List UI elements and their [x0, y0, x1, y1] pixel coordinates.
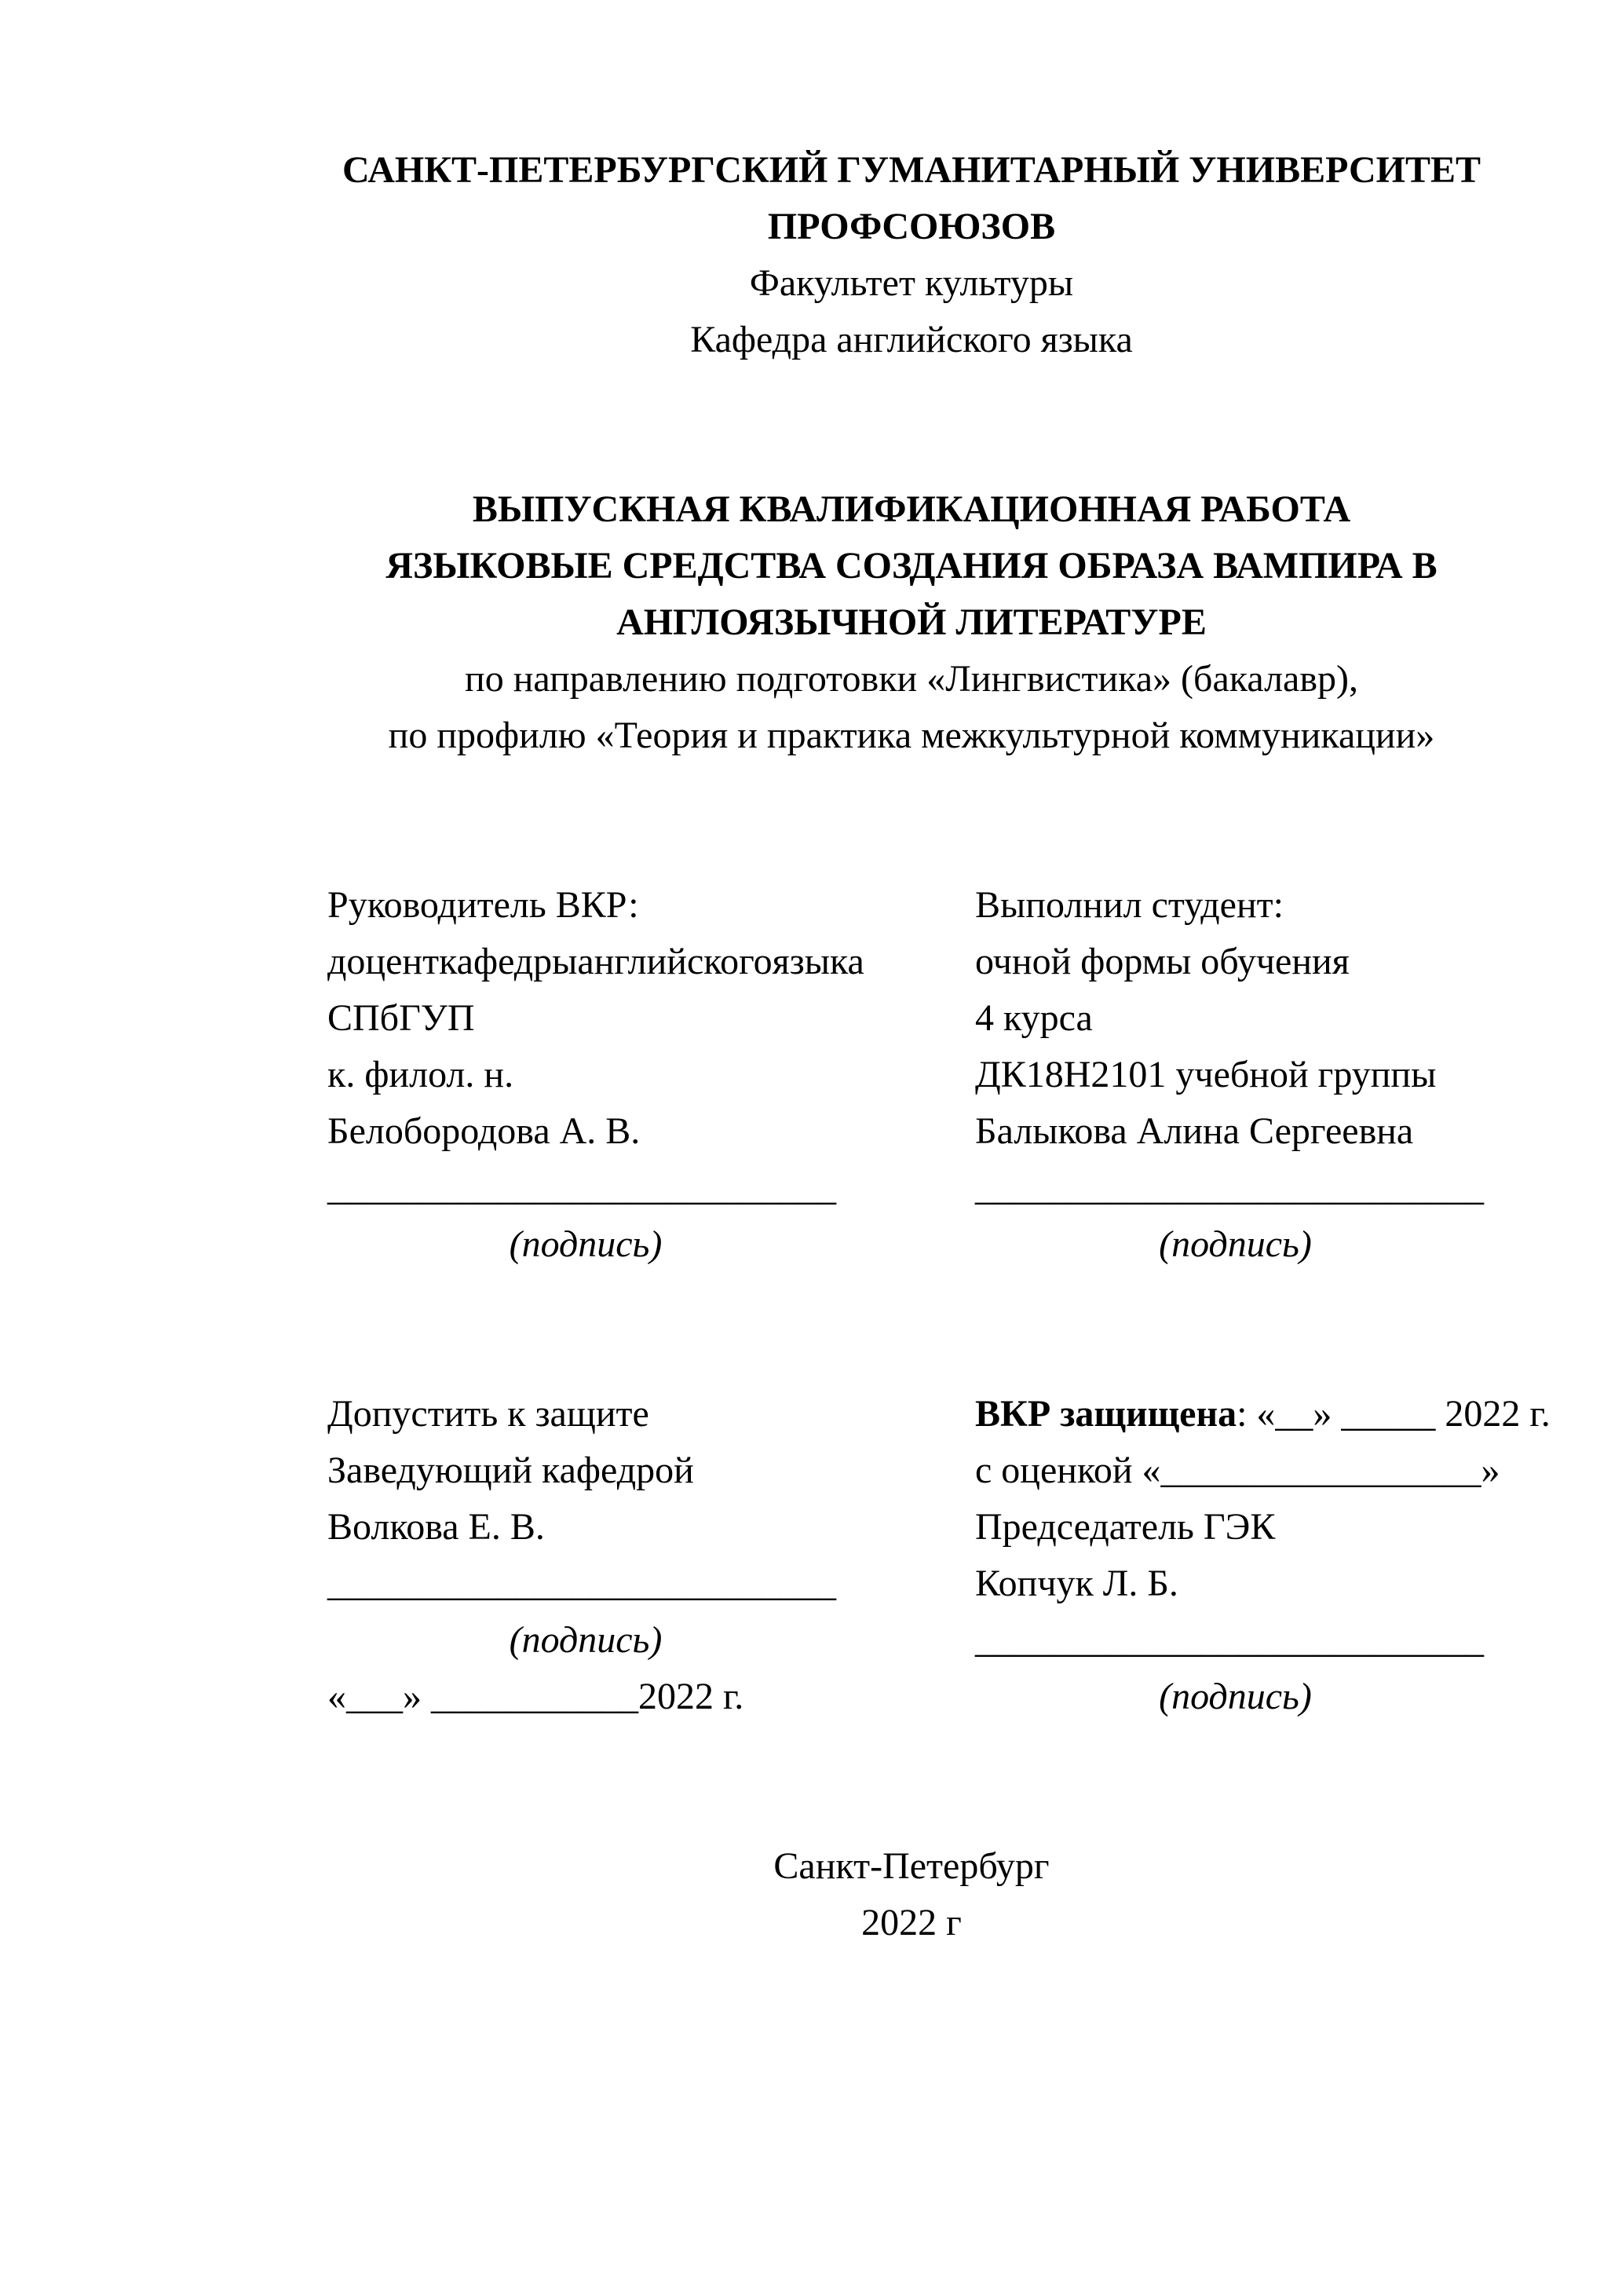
- defense-defended-line: [975, 1386, 1551, 1442]
- admission-date-line: «___» ___________2022 г.: [327, 1676, 744, 1717]
- admission-column: [327, 1386, 844, 1725]
- supervisor-role: Руководитель ВКР:: [327, 884, 639, 926]
- supervisor-column: [327, 877, 864, 1273]
- supervisor-student-section: [327, 877, 1496, 1273]
- profile-line: по профилю «Теория и практика межкультурной коммуникации»: [388, 715, 1435, 756]
- defense-chairman-title: Председатель ГЭК: [975, 1506, 1276, 1548]
- defense-signature-label: (подпись): [1159, 1676, 1312, 1717]
- thesis-title-line2: АНГЛОЯЗЫЧНОЙ ЛИТЕРАТУРЕ: [616, 601, 1207, 643]
- supervisor-organization: СПбГУП: [327, 997, 475, 1039]
- university-name-line1: САНКТ-ПЕТЕРБУРГСКИЙ ГУМАНИТАРНЫЙ УНИВЕРСИТЕТ: [342, 149, 1481, 191]
- program-line: по направлению подготовки «Лингвистика» (бакалавр),: [465, 658, 1358, 700]
- spacer: [327, 368, 1496, 481]
- student-study-form: очной формы обучения: [975, 941, 1350, 982]
- admission-signature-line: ___________________________: [327, 1563, 836, 1604]
- admission-defense-section: [327, 1386, 1551, 1725]
- defense-defended-bold: ВКР защищена: [975, 1393, 1237, 1435]
- student-course: 4 курса: [975, 997, 1093, 1039]
- spacer: [327, 1273, 1496, 1386]
- student-column: [975, 877, 1496, 1273]
- student-role: Выполнил студент:: [975, 884, 1284, 926]
- supervisor-signature-label: (подпись): [509, 1223, 663, 1265]
- spacer: [327, 764, 1496, 877]
- student-signature-line: ___________________________: [975, 1167, 1484, 1208]
- column-gap: [844, 1386, 975, 1725]
- faculty-name: Факультет культуры: [749, 262, 1074, 304]
- department-name: Кафедра английского языка: [690, 319, 1133, 360]
- defense-column: [975, 1386, 1551, 1725]
- supervisor-position: доцент кафедры английского языка: [327, 941, 864, 982]
- student-signature-label: (подпись): [1159, 1223, 1312, 1265]
- student-name: Балыкова Алина Сергеевна: [975, 1110, 1414, 1152]
- footer-city: Санкт-Петербург: [773, 1845, 1050, 1887]
- work-type: ВЫПУСКНАЯ КВАЛИФИКАЦИОННАЯ РАБОТА: [472, 488, 1351, 530]
- admission-signature-label: (подпись): [509, 1619, 663, 1661]
- defense-grade-line: с оценкой «_________________»: [975, 1450, 1500, 1491]
- defense-chairman-name: Копчук Л. Б.: [975, 1563, 1178, 1604]
- footer-year: 2022 г: [861, 1902, 962, 1943]
- thesis-title-line1: ЯЗЫКОВЫЕ СРЕДСТВА СОЗДАНИЯ ОБРАЗА ВАМПИРА В: [385, 545, 1438, 587]
- supervisor-degree: к. филол. н.: [327, 1054, 514, 1095]
- column-gap: [844, 877, 975, 1273]
- supervisor-name: Белобородова А. В.: [327, 1110, 641, 1152]
- student-group: ДК18Н2101 учебной группы: [975, 1054, 1437, 1095]
- university-name-line2: ПРОФСОЮЗОВ: [767, 206, 1056, 247]
- defense-defended-rest: : «__» _____ 2022 г.: [1237, 1393, 1551, 1435]
- admission-head-title: Заведующий кафедрой: [327, 1450, 694, 1491]
- defense-signature-line: ___________________________: [975, 1619, 1484, 1661]
- admission-head-name: Волкова Е. В.: [327, 1506, 545, 1548]
- spacer: [327, 1725, 1496, 1838]
- supervisor-signature-line: ___________________________: [327, 1167, 836, 1208]
- admission-permit: Допустить к защите: [327, 1393, 649, 1435]
